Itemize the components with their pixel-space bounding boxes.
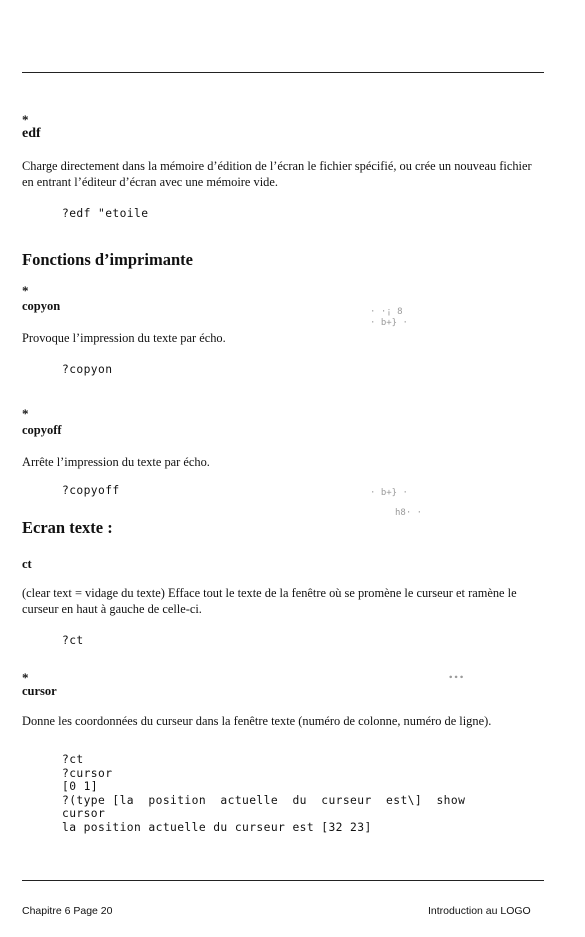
code-line: cursor bbox=[62, 807, 106, 820]
command-name-copyon: copyon bbox=[22, 299, 61, 313]
code-line: ?ct bbox=[62, 753, 84, 766]
section-heading-text-screen: Ecran texte : bbox=[22, 518, 113, 537]
code-example-edf: ?edf "etoile bbox=[62, 207, 149, 220]
scan-artifact: h8· · bbox=[395, 508, 423, 518]
command-name-edf: edf bbox=[22, 126, 41, 141]
code-line: ?cursor bbox=[62, 766, 113, 780]
footer-page-number: Chapitre 6 Page 20 bbox=[22, 905, 113, 917]
command-name-copyoff: copyoff bbox=[22, 423, 62, 437]
code-block-cursor bbox=[62, 753, 465, 834]
section-marker-cursor: * bbox=[22, 670, 29, 685]
section-marker-copyoff: * bbox=[22, 406, 29, 421]
description-cursor: Donne les coordonnées du curseur dans la fenêtre texte (numéro de colonne, numéro de ligne). bbox=[22, 714, 492, 728]
scan-artifact: · b+} · bbox=[370, 488, 408, 498]
code-example-ct: ?ct bbox=[62, 634, 84, 647]
top-rule bbox=[22, 72, 544, 73]
footer-book-title: Introduction au LOGO bbox=[428, 905, 531, 917]
code-line: ?(type [la position actuelle du curseur est\] show bbox=[62, 793, 466, 807]
description-edf: Charge directement dans la mémoire d’édition de l’écran le fichier spécifié, ou crée un nouveau fichier en entrant l’éditeur d’écran avec une mémoire vide. bbox=[22, 159, 532, 189]
section-marker-edf: * bbox=[22, 112, 29, 127]
bottom-rule bbox=[22, 880, 544, 881]
description-ct: (clear text = vidage du texte) Efface tout le texte de la fenêtre où se promène le curseur et ramène le curseur en haut à gauche de celle-ci. bbox=[22, 586, 517, 616]
code-example-copyon: ?copyon bbox=[62, 363, 113, 376]
description-copyon: Provoque l’impression du texte par écho. bbox=[22, 331, 226, 345]
code-example-copyoff: ?copyoff bbox=[62, 484, 120, 497]
scan-artifact: · ·¡ 8 bbox=[370, 307, 403, 317]
section-heading-printer: Fonctions d’imprimante bbox=[22, 250, 193, 269]
scan-artifact: ∙∙∙ bbox=[448, 673, 465, 683]
code-line: la position actuelle du curseur est [32 23] bbox=[62, 820, 372, 834]
description-copyoff: Arrête l’impression du texte par écho. bbox=[22, 455, 210, 469]
command-name-cursor: cursor bbox=[22, 684, 57, 698]
section-marker-copyon: * bbox=[22, 283, 29, 298]
command-name-ct: ct bbox=[22, 557, 32, 571]
code-line: [0 1] bbox=[62, 780, 99, 793]
scan-artifact: · b+} · bbox=[370, 318, 408, 328]
